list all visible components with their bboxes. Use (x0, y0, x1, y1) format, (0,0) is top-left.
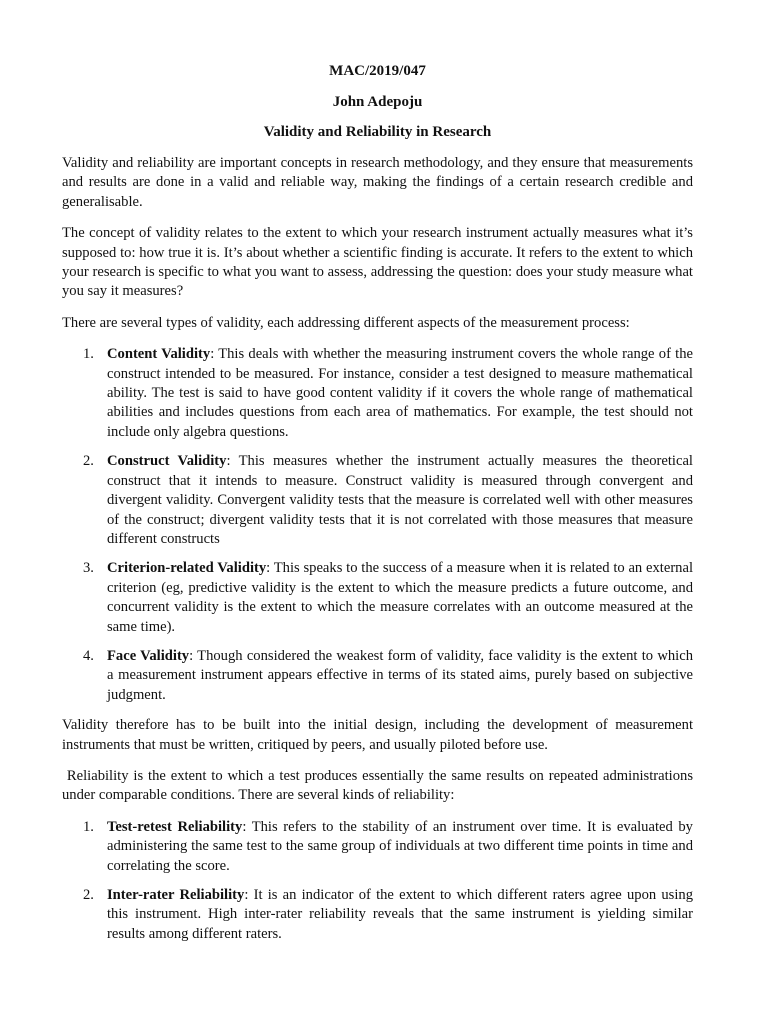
list-number: 1. (83, 818, 94, 835)
document-code: MAC/2019/047 (329, 63, 426, 79)
list-text: : This speaks to the success of a measure when it is related to an external criterion (eg, predictive validity is the extent to which the measure predicts a future outcome, and concurrent validity is the extent to which the measure correlates with an outcome measured at the same time). (107, 560, 694, 635)
list-text: : This deals with whether the measuring instrument covers the whole range of the construct intended to be measured. For instance, consider a test designed to measure mathematical ability. The test is said to have good content validity if it covers the whole range of mathematical abilities and includes questions from each area of mathematics. For example, the test should not include only algebra questions. (107, 346, 693, 440)
list-item (62, 559, 693, 637)
list-item (62, 452, 693, 549)
author-name: John Adepoju (332, 94, 423, 110)
list-term: Content Validity (107, 346, 211, 363)
list-number: 2. (83, 453, 94, 470)
list-number: 3. (83, 560, 94, 577)
list-item (62, 647, 693, 705)
list-number: 2. (83, 887, 94, 903)
list-term: Inter-rater Reliability (107, 887, 245, 903)
validity-types-intro: There are several types of validity, each addressing different aspects of the measurement process: (62, 314, 630, 331)
list-term: Construct Validity (107, 453, 227, 470)
document-page (62, 62, 697, 955)
list-text: : This measures whether the instrument actually measures the theoretical construct that it intends to measure. Construct validity is measured through convergent and divergent validity. Convergent validity tests that the measure is correlated well with other measures of the construct; divergent validity tests that it is not correlated with those measures that measure different constructs (107, 453, 693, 547)
reliability-types-list (62, 818, 693, 944)
reliability-intro-paragraph: Reliability is the extent to which a test produces essentially the same results on repeated administrations under comparable conditions. There are several kinds of reliability: (62, 767, 697, 804)
list-item (62, 886, 693, 944)
list-number: 1. (83, 346, 94, 363)
validity-concept-paragraph: The concept of validity relates to the extent to which your research instrument actually measures what it’s supposed to: how true it is. It’s about whether a scientific finding is accurate. It refers to the extent to which your research is specific to what you want to assess, addressing the question: does your study measure what you say it measures? (62, 225, 693, 300)
list-text: : Though considered the weakest form of validity, face validity is the extent to which a measurement instrument appears effective in terms of its stated aims, purely based on subjective judgment. (107, 647, 693, 703)
document-title: Validity and Reliability in Research (263, 124, 492, 140)
list-term: Criterion-related Validity (107, 560, 267, 577)
list-number: 4. (83, 647, 94, 664)
validity-types-list (62, 345, 693, 705)
list-item (62, 818, 693, 876)
list-term: Face Validity (107, 647, 190, 664)
list-text: : This refers to the stability of an instrument over time. It is evaluated by administering the same test to the same group of individuals at two different time points in time and correlating the score. (107, 818, 693, 874)
intro-paragraph: Validity and reliability are important concepts in research methodology, and they ensure that measurements and results are done in a valid and reliable way, making the findings of a certain research credible and generalisable. (62, 155, 693, 210)
list-item (62, 345, 693, 442)
list-text: : It is an indicator of the extent to which different raters agree upon using this instrument. High inter-rater reliability reveals that the same instrument is yielding similar results among different raters. (107, 887, 693, 942)
list-term: Test-retest Reliability (107, 818, 243, 835)
validity-conclusion-paragraph: Validity therefore has to be built into the initial design, including the development of measurement instruments that must be written, critiqued by peers, and usually piloted before use. (62, 717, 693, 753)
